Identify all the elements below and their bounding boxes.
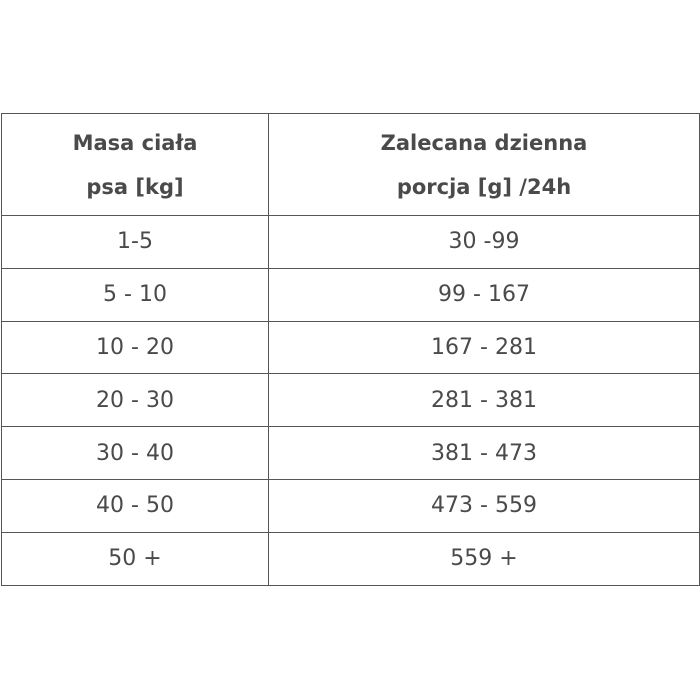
feeding-table-container <box>1 113 699 586</box>
feeding-table <box>1 113 700 586</box>
weight-cell: 1-5 <box>2 216 269 269</box>
table-row <box>2 268 700 321</box>
header-body-weight-line1: Masa ciała <box>72 130 198 155</box>
weight-cell: 10 - 20 <box>2 321 269 374</box>
table-row <box>2 479 700 532</box>
weight-cell: 20 - 30 <box>2 374 269 427</box>
header-body-weight-line2: psa [kg] <box>86 174 184 199</box>
portion-cell: 381 - 473 <box>269 427 700 480</box>
portion-cell: 99 - 167 <box>269 268 700 321</box>
portion-cell: 473 - 559 <box>269 479 700 532</box>
header-daily-portion <box>269 114 700 216</box>
table-row <box>2 427 700 480</box>
table-row <box>2 374 700 427</box>
header-body-weight <box>2 114 269 216</box>
weight-cell: 40 - 50 <box>2 479 269 532</box>
header-daily-portion-line1: Zalecana dzienna <box>380 130 588 155</box>
weight-cell: 50 + <box>2 532 269 585</box>
header-daily-portion-line2: porcja [g] /24h <box>396 174 572 199</box>
portion-cell: 281 - 381 <box>269 374 700 427</box>
portion-cell: 167 - 281 <box>269 321 700 374</box>
weight-cell: 30 - 40 <box>2 427 269 480</box>
table-row <box>2 532 700 585</box>
portion-cell: 30 -99 <box>269 216 700 269</box>
table-row <box>2 216 700 269</box>
portion-cell: 559 + <box>269 532 700 585</box>
header-row <box>2 114 700 216</box>
table-row <box>2 321 700 374</box>
weight-cell: 5 - 10 <box>2 268 269 321</box>
